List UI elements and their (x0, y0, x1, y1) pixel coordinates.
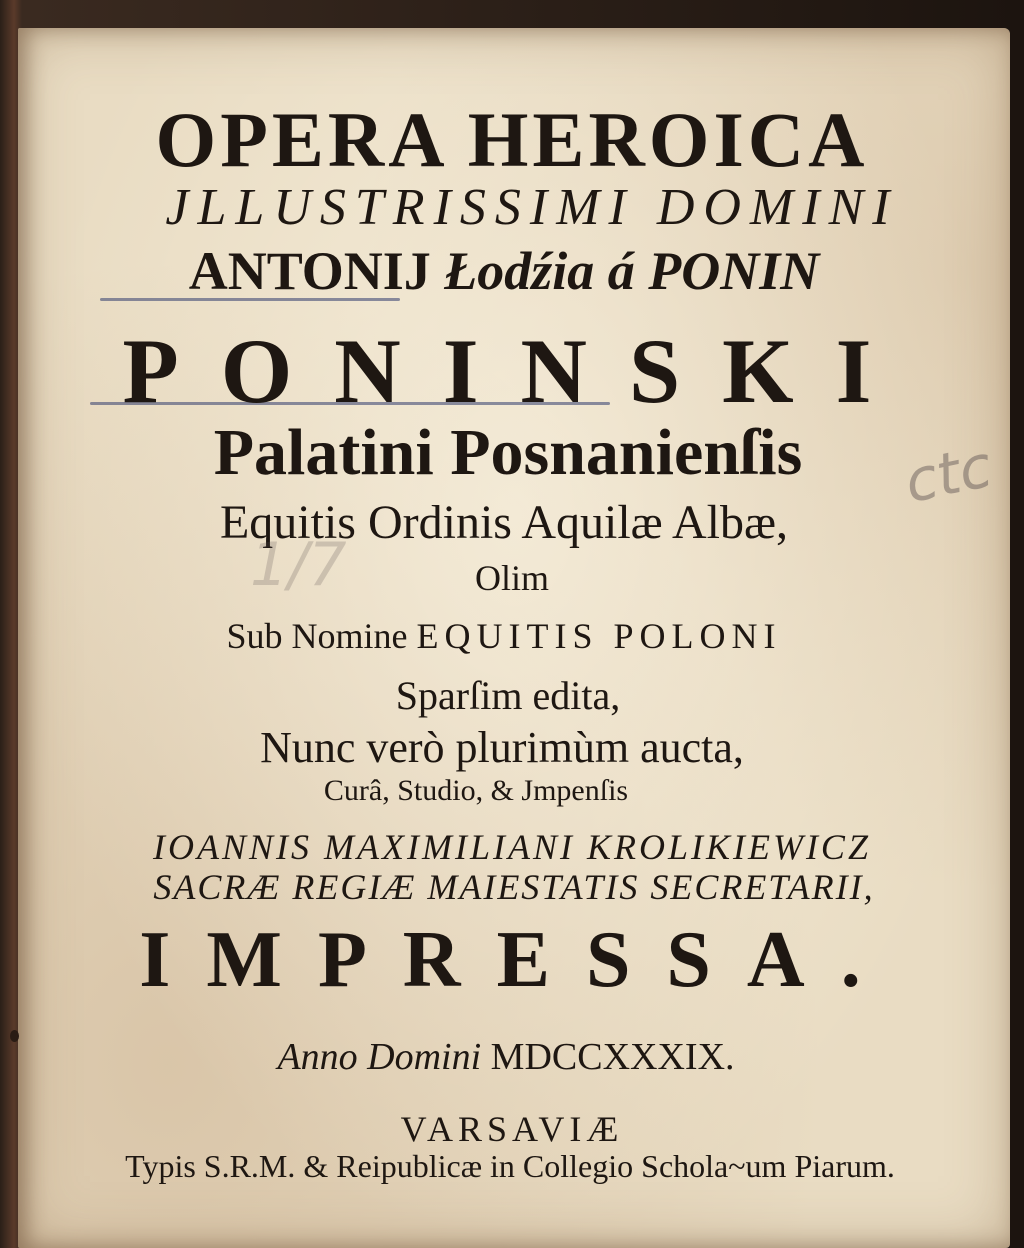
title-line-impressa: IMPRESSA. (139, 916, 897, 1004)
title-line-cura-studio: Curâ, Studio, & Jmpenſis (323, 774, 629, 807)
title-line-typis: Typis S.R.M. & Reipublicæ in Collegio Schola~um Piarum. (125, 1148, 895, 1184)
title-line-illustrissimi: JLLUSTRISSIMI DOMINI (165, 179, 899, 236)
title-line-ioannis: IOANNIS MAXIMILIANI KROLIKIEWICZ (153, 827, 871, 867)
title-line-sparsim: Sparſim edita, (395, 673, 621, 718)
name-lodzia: Łodźia (444, 241, 595, 301)
title-line-nunc-vero: Nunc verò plurimùm aucta, (260, 723, 744, 772)
title-line-poninski: PONINSKI (122, 320, 914, 422)
title-line-antonij (0, 240, 1016, 302)
equitis-poloni-text: EQUITIS POLONI (416, 616, 782, 656)
sub-nomine-text: Sub Nomine (226, 616, 408, 656)
title-line-anno-domini (0, 1035, 1018, 1079)
title-line-sub-nomine (0, 615, 1016, 657)
title-line-varsaviae: VARSAVIÆ (400, 1109, 624, 1149)
title-line-palatini: Palatini Posnanienſis (213, 416, 803, 489)
title-line-olim: Olim (474, 558, 549, 598)
year-text: MDCCXXXIX. (490, 1036, 735, 1078)
pencil-annotation: 1/7 (250, 530, 347, 600)
title-line-equitis-ordinis: Equitis Ordinis Aquilæ Albæ, (219, 496, 789, 549)
name-antonij: ANTONIJ (188, 241, 431, 301)
pencil-annotation: ctc (898, 431, 998, 517)
anno-domini-text: Anno Domini (277, 1036, 482, 1078)
name-ponin: á PONIN (607, 241, 820, 301)
title-line-sacrae: SACRÆ REGIÆ MAIESTATIS SECRETARII, (153, 867, 875, 907)
title-line-opera-heroica: OPERA HEROICA (155, 96, 869, 183)
